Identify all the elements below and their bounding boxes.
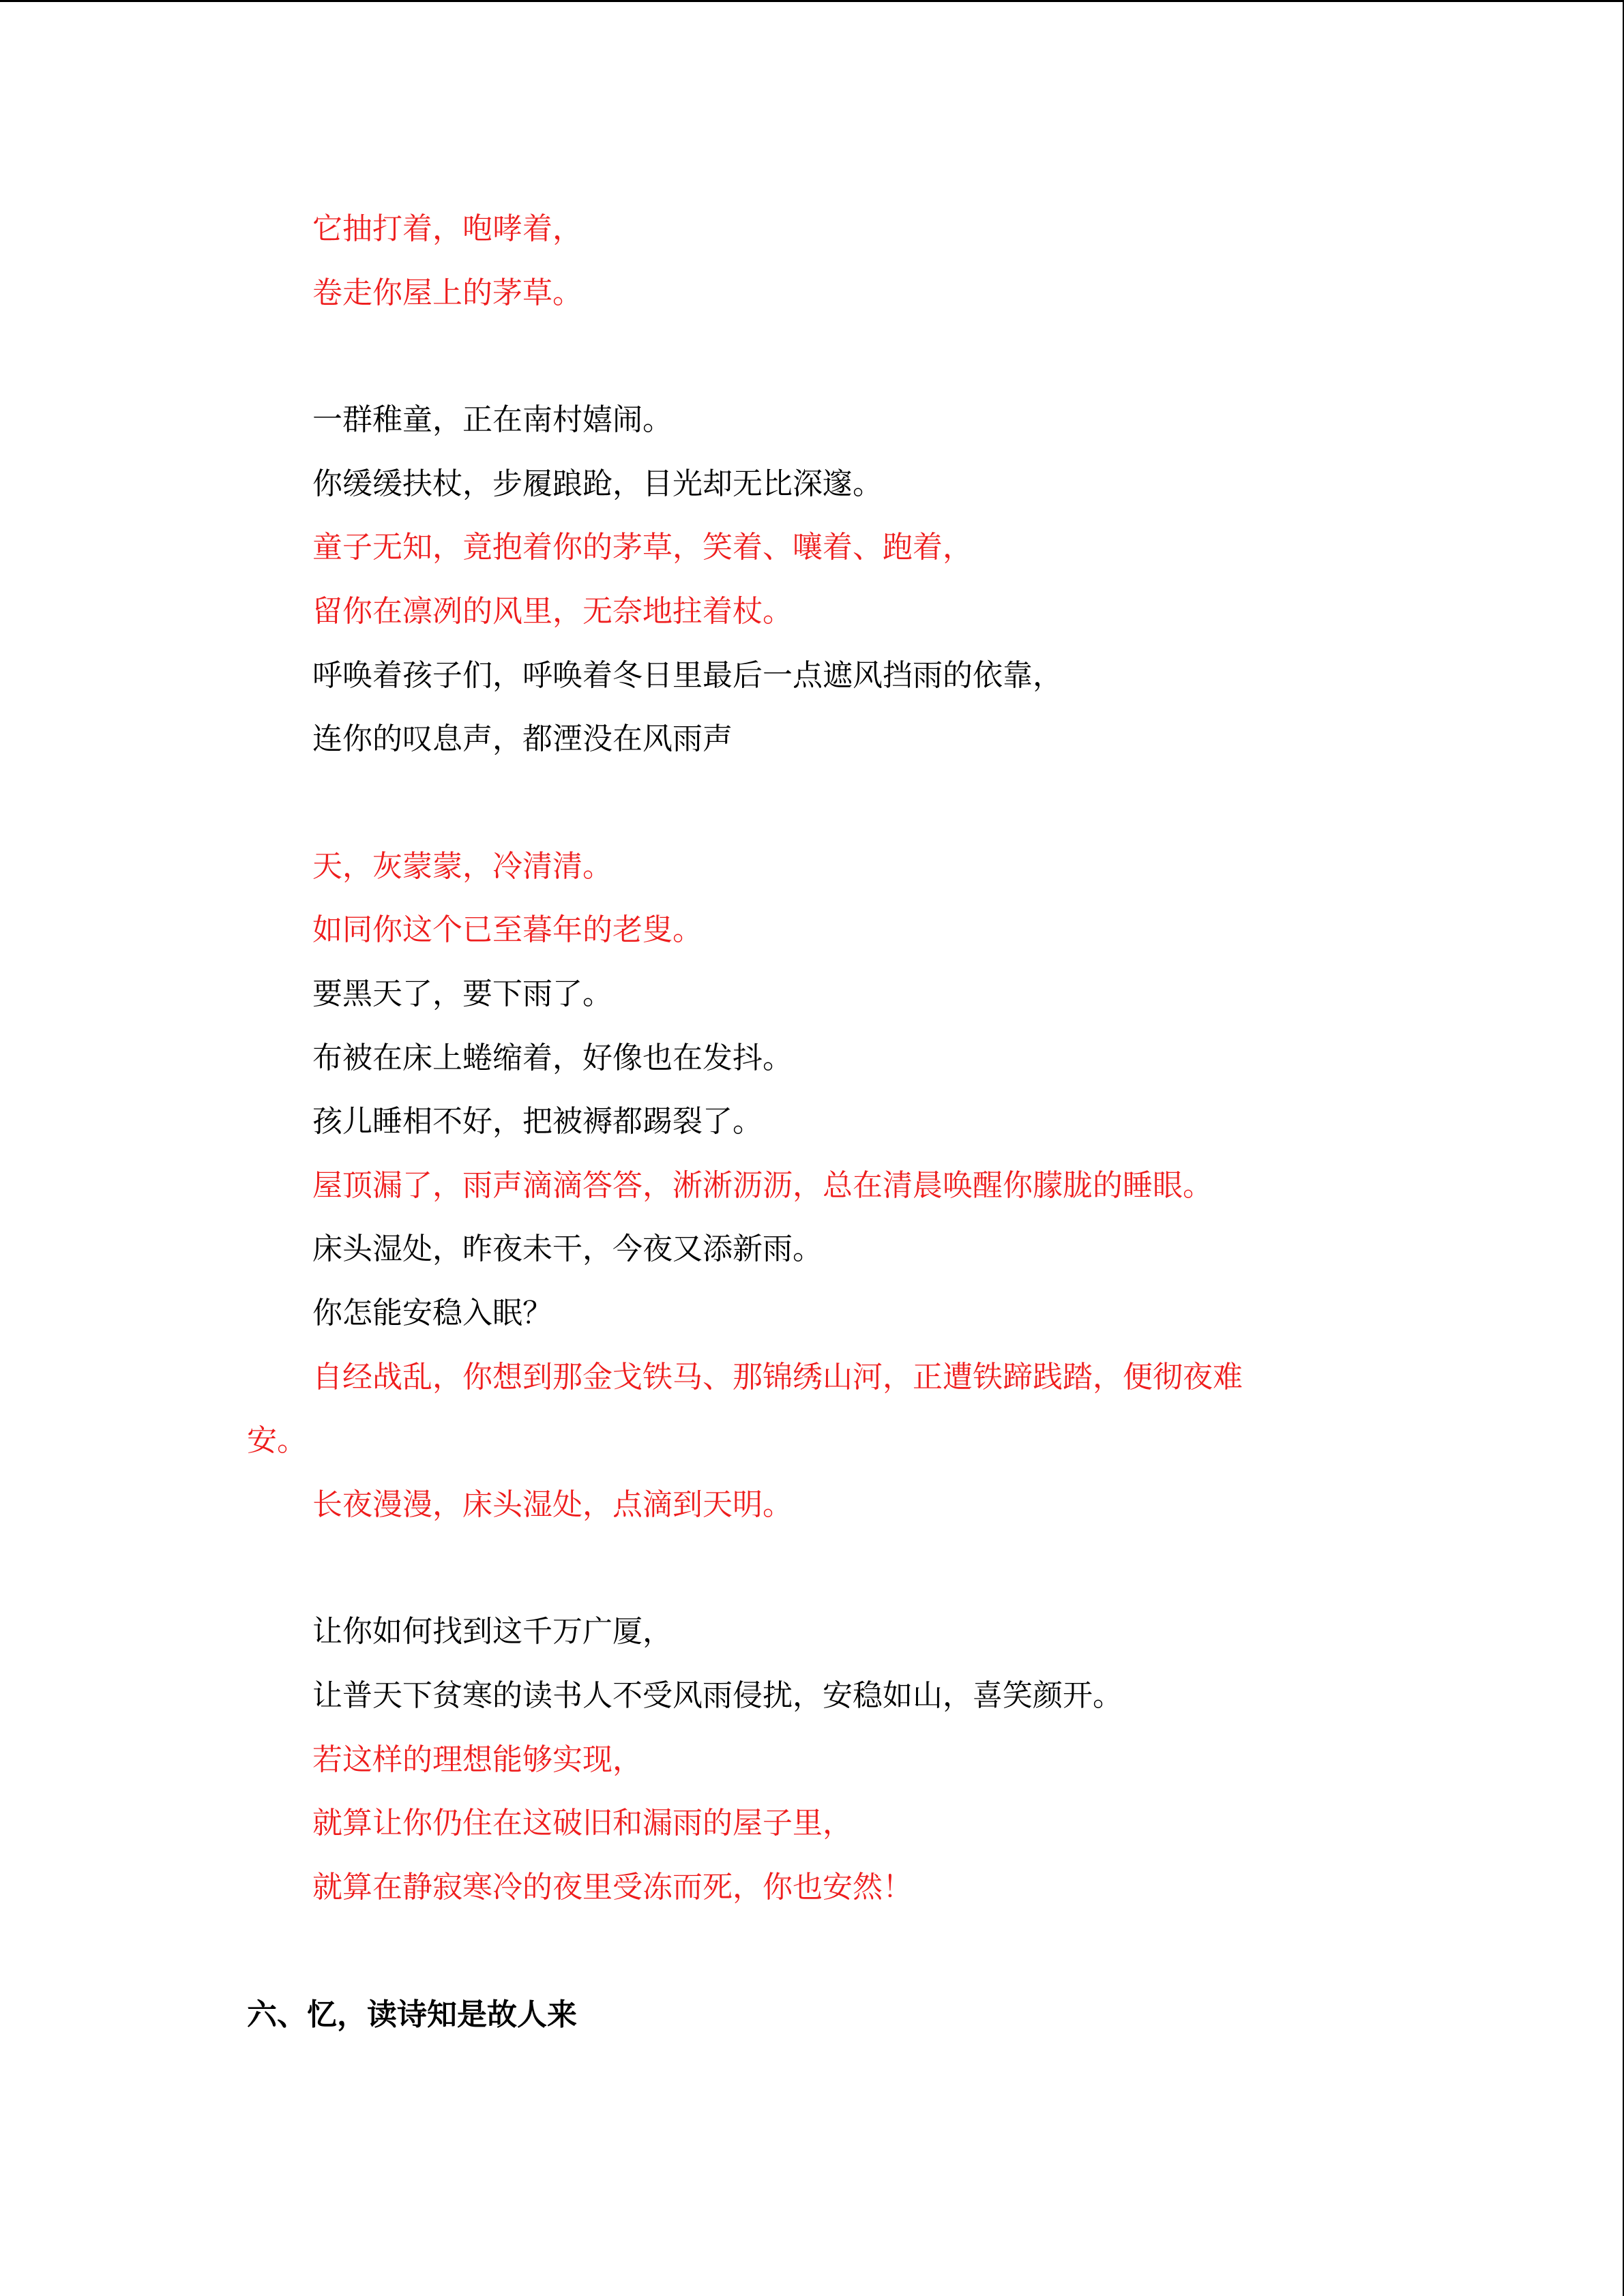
poem-line: 连你的叹息声，都湮没在风雨声 [312, 721, 733, 756]
poem-line: 若这样的理想能够实现， [312, 1742, 643, 1777]
poem-line: 屋顶漏了，雨声滴滴答答，淅淅沥沥，总在清晨唤醒你朦胧的睡眼。 [312, 1168, 1213, 1203]
poem-line: 让普天下贫寒的读书人不受风雨侵扰，安稳如山，喜笑颜开。 [312, 1678, 1123, 1713]
poem-line: 就算让你仍住在这破旧和漏雨的屋子里， [312, 1806, 853, 1840]
section-heading: 六、忆，读诗知是故人来 [247, 1997, 577, 2032]
poem-line: 就算在静寂寒冷的夜里受冻而死，你也安然！ [312, 1870, 913, 1905]
poem-line: 长夜漫漫，床头湿处，点滴到天明。 [312, 1487, 793, 1522]
poem-line: 如同你这个已至暮年的老叟。 [312, 912, 703, 947]
poem-line: 孩儿睡相不好，把被褥都踢裂了。 [312, 1104, 763, 1139]
poem-line: 留你在凛冽的风里，无奈地拄着杖。 [312, 594, 793, 629]
poem-line: 童子无知，竟抱着你的茅草，笑着、嚷着、跑着， [312, 530, 973, 565]
poem-line: 要黑天了，要下雨了。 [312, 976, 612, 1011]
poem-line-continuation: 安。 [247, 1423, 307, 1458]
poem-line: 让你如何找到这千万广厦， [312, 1614, 673, 1649]
poem-line: 你怎能安稳入眠？ [312, 1296, 552, 1330]
poem-line: 床头湿处，昨夜未干，今夜又添新雨。 [312, 1232, 823, 1266]
poem-line: 布被在床上蜷缩着，好像也在发抖。 [312, 1041, 793, 1075]
poem-line: 自经战乱，你想到那金戈铁马、那锦绣山河，正遭铁蹄践踏，便彻夜难 [312, 1360, 1243, 1395]
poem-line: 一群稚童，正在南村嬉闹。 [312, 402, 673, 437]
poem-line: 天，灰蒙蒙，冷清清。 [312, 849, 612, 884]
poem-line: 它抽打着，咆哮着， [312, 211, 582, 246]
poem-line: 卷走你屋上的茅草。 [312, 275, 582, 310]
poem-line: 呼唤着孩子们，呼唤着冬日里最后一点遮风挡雨的依靠， [312, 658, 1063, 693]
poem-line: 你缓缓扶杖，步履踉跄，目光却无比深邃。 [312, 466, 883, 501]
